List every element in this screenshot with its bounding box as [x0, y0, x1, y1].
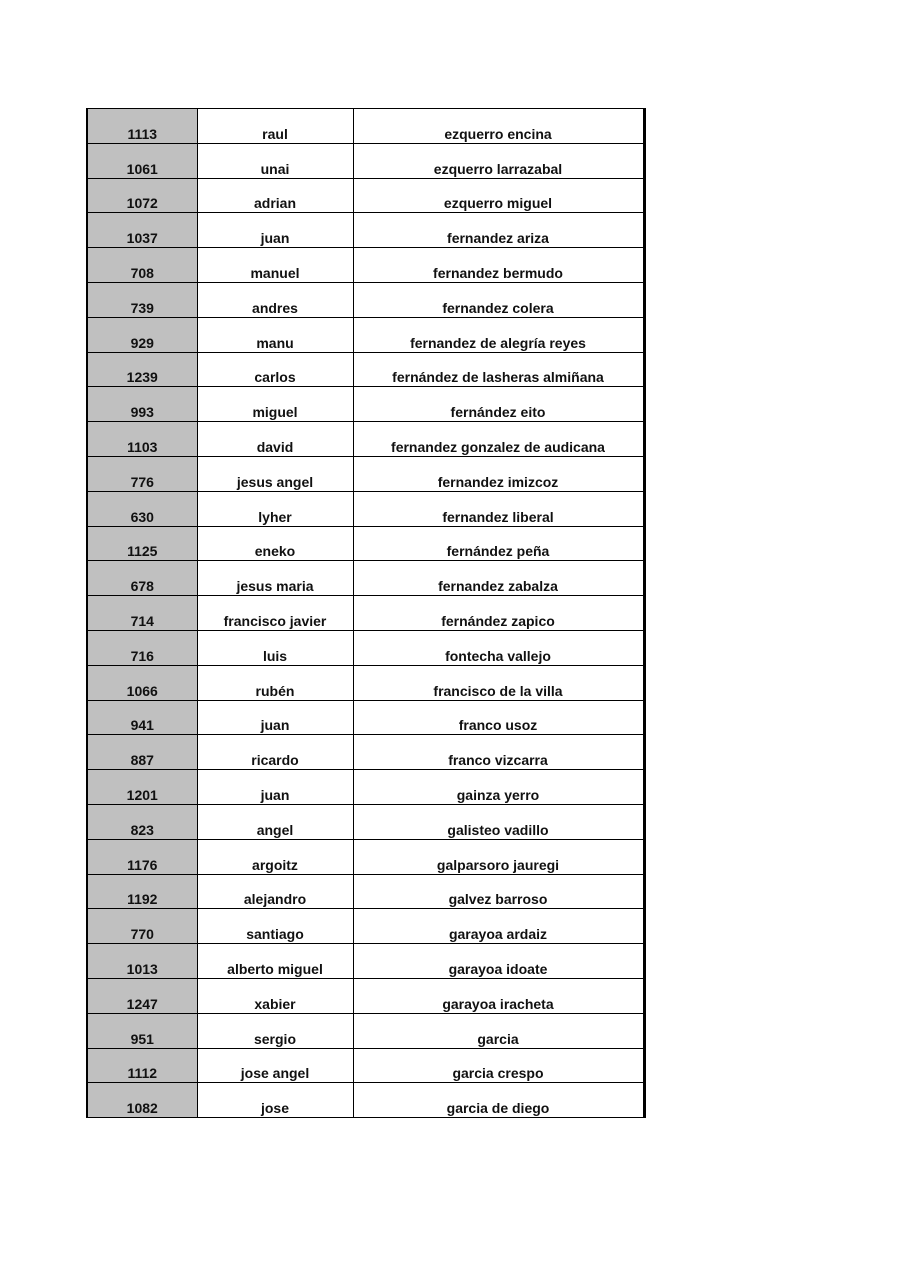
- id-cell: 714: [87, 596, 197, 631]
- last-name-cell: ezquerro encina: [353, 109, 644, 144]
- id-cell: 1072: [87, 178, 197, 213]
- id-cell: 1176: [87, 839, 197, 874]
- last-name-cell: franco vizcarra: [353, 735, 644, 770]
- table-row: [87, 561, 644, 596]
- table-row: [87, 456, 644, 491]
- id-cell: 1247: [87, 978, 197, 1013]
- last-name-cell: galisteo vadillo: [353, 804, 644, 839]
- table-row: [87, 596, 644, 631]
- first-name-cell: argoitz: [197, 839, 353, 874]
- table-row: [87, 526, 644, 561]
- id-cell: 1125: [87, 526, 197, 561]
- table-row: [87, 874, 644, 909]
- first-name-cell: raul: [197, 109, 353, 144]
- table-row: [87, 282, 644, 317]
- first-name-cell: juan: [197, 213, 353, 248]
- last-name-cell: ezquerro miguel: [353, 178, 644, 213]
- last-name-cell: fernández eito: [353, 387, 644, 422]
- last-name-cell: garayoa ardaiz: [353, 909, 644, 944]
- id-cell: 770: [87, 909, 197, 944]
- id-cell: 1112: [87, 1048, 197, 1083]
- id-cell: 1239: [87, 352, 197, 387]
- first-name-cell: alejandro: [197, 874, 353, 909]
- last-name-cell: fernandez colera: [353, 282, 644, 317]
- first-name-cell: ricardo: [197, 735, 353, 770]
- first-name-cell: miguel: [197, 387, 353, 422]
- id-cell: 776: [87, 456, 197, 491]
- table-row: [87, 109, 644, 144]
- last-name-cell: fernández zapico: [353, 596, 644, 631]
- last-name-cell: fontecha vallejo: [353, 630, 644, 665]
- last-name-cell: fernandez liberal: [353, 491, 644, 526]
- first-name-cell: juan: [197, 770, 353, 805]
- first-name-cell: juan: [197, 700, 353, 735]
- first-name-cell: francisco javier: [197, 596, 353, 631]
- table-row: [87, 387, 644, 422]
- id-cell: 1037: [87, 213, 197, 248]
- table-row: [87, 770, 644, 805]
- id-cell: 951: [87, 1013, 197, 1048]
- first-name-cell: david: [197, 422, 353, 457]
- last-name-cell: gainza yerro: [353, 770, 644, 805]
- table-row: [87, 700, 644, 735]
- table-row: [87, 978, 644, 1013]
- last-name-cell: galparsoro jauregi: [353, 839, 644, 874]
- id-cell: 1066: [87, 665, 197, 700]
- first-name-cell: angel: [197, 804, 353, 839]
- id-cell: 929: [87, 317, 197, 352]
- last-name-cell: garayoa idoate: [353, 944, 644, 979]
- last-name-cell: fernández de lasheras almiñana: [353, 352, 644, 387]
- table-row: [87, 804, 644, 839]
- table-row: [87, 909, 644, 944]
- id-cell: 1201: [87, 770, 197, 805]
- last-name-cell: garcia de diego: [446, 1100, 550, 1117]
- table-row: [87, 1013, 644, 1048]
- first-name-cell: sergio: [197, 1013, 353, 1048]
- id-cell: 941: [87, 700, 197, 735]
- first-name-cell: lyher: [197, 491, 353, 526]
- id-cell: 678: [87, 561, 197, 596]
- id-cell: 1113: [87, 109, 197, 144]
- id-cell: 1061: [87, 143, 197, 178]
- last-name-cell: fernandez imizcoz: [353, 456, 644, 491]
- table-row: [87, 248, 644, 283]
- first-name-cell: carlos: [197, 352, 353, 387]
- table-row: [87, 178, 644, 213]
- table-row: [87, 944, 644, 979]
- id-cell: 1082: [87, 1083, 197, 1118]
- id-cell: 1192: [87, 874, 197, 909]
- id-cell: 1103: [87, 422, 197, 457]
- id-cell: 1013: [87, 944, 197, 979]
- first-name-cell: rubén: [197, 665, 353, 700]
- first-name-cell: eneko: [197, 526, 353, 561]
- table-row: [87, 317, 644, 352]
- id-cell: 993: [87, 387, 197, 422]
- first-name-cell: luis: [197, 630, 353, 665]
- table-row: [87, 143, 644, 178]
- last-name-cell: fernandez de alegría reyes: [353, 317, 644, 352]
- id-cell: 708: [87, 248, 197, 283]
- first-name-cell: andres: [197, 282, 353, 317]
- table-row: [87, 735, 644, 770]
- roster-table: [86, 108, 646, 1118]
- first-name-cell: jose: [197, 1083, 353, 1118]
- table-row: [87, 1048, 644, 1083]
- first-name-cell: alberto miguel: [197, 944, 353, 979]
- last-name-cell: garcia: [353, 1013, 644, 1048]
- roster-table-body: [87, 109, 644, 1118]
- last-name-cell: francisco de la villa: [353, 665, 644, 700]
- last-name-cell: galvez barroso: [353, 874, 644, 909]
- table-row: [87, 630, 644, 665]
- last-name-cell: fernandez zabalza: [353, 561, 644, 596]
- last-name-cell: franco usoz: [353, 700, 644, 735]
- first-name-cell: unai: [197, 143, 353, 178]
- first-name-cell: adrian: [197, 178, 353, 213]
- last-name-cell: fernandez gonzalez de audicana: [353, 422, 644, 457]
- first-name-cell: xabier: [197, 978, 353, 1013]
- table-row: [87, 352, 644, 387]
- table-row: [87, 1083, 644, 1118]
- first-name-cell: manuel: [197, 248, 353, 283]
- table-row: [87, 839, 644, 874]
- first-name-cell: manu: [197, 317, 353, 352]
- id-cell: 630: [87, 491, 197, 526]
- id-cell: 887: [87, 735, 197, 770]
- id-cell: 739: [87, 282, 197, 317]
- first-name-cell: santiago: [197, 909, 353, 944]
- last-name-cell: ezquerro larrazabal: [353, 143, 644, 178]
- table-row: [87, 213, 644, 248]
- first-name-cell: jose angel: [197, 1048, 353, 1083]
- table-row: [87, 665, 644, 700]
- first-name-cell: jesus angel: [197, 456, 353, 491]
- last-name-cell: fernandez bermudo: [353, 248, 644, 283]
- id-cell: 823: [87, 804, 197, 839]
- first-name-cell: jesus maria: [197, 561, 353, 596]
- id-cell: 716: [87, 630, 197, 665]
- last-name-cell: fernandez ariza: [353, 213, 644, 248]
- last-name-cell: garayoa iracheta: [353, 978, 644, 1013]
- last-name-cell: fernández peña: [353, 526, 644, 561]
- last-name-cell: garcia crespo: [353, 1048, 644, 1083]
- table-row: [87, 491, 644, 526]
- table-row: [87, 422, 644, 457]
